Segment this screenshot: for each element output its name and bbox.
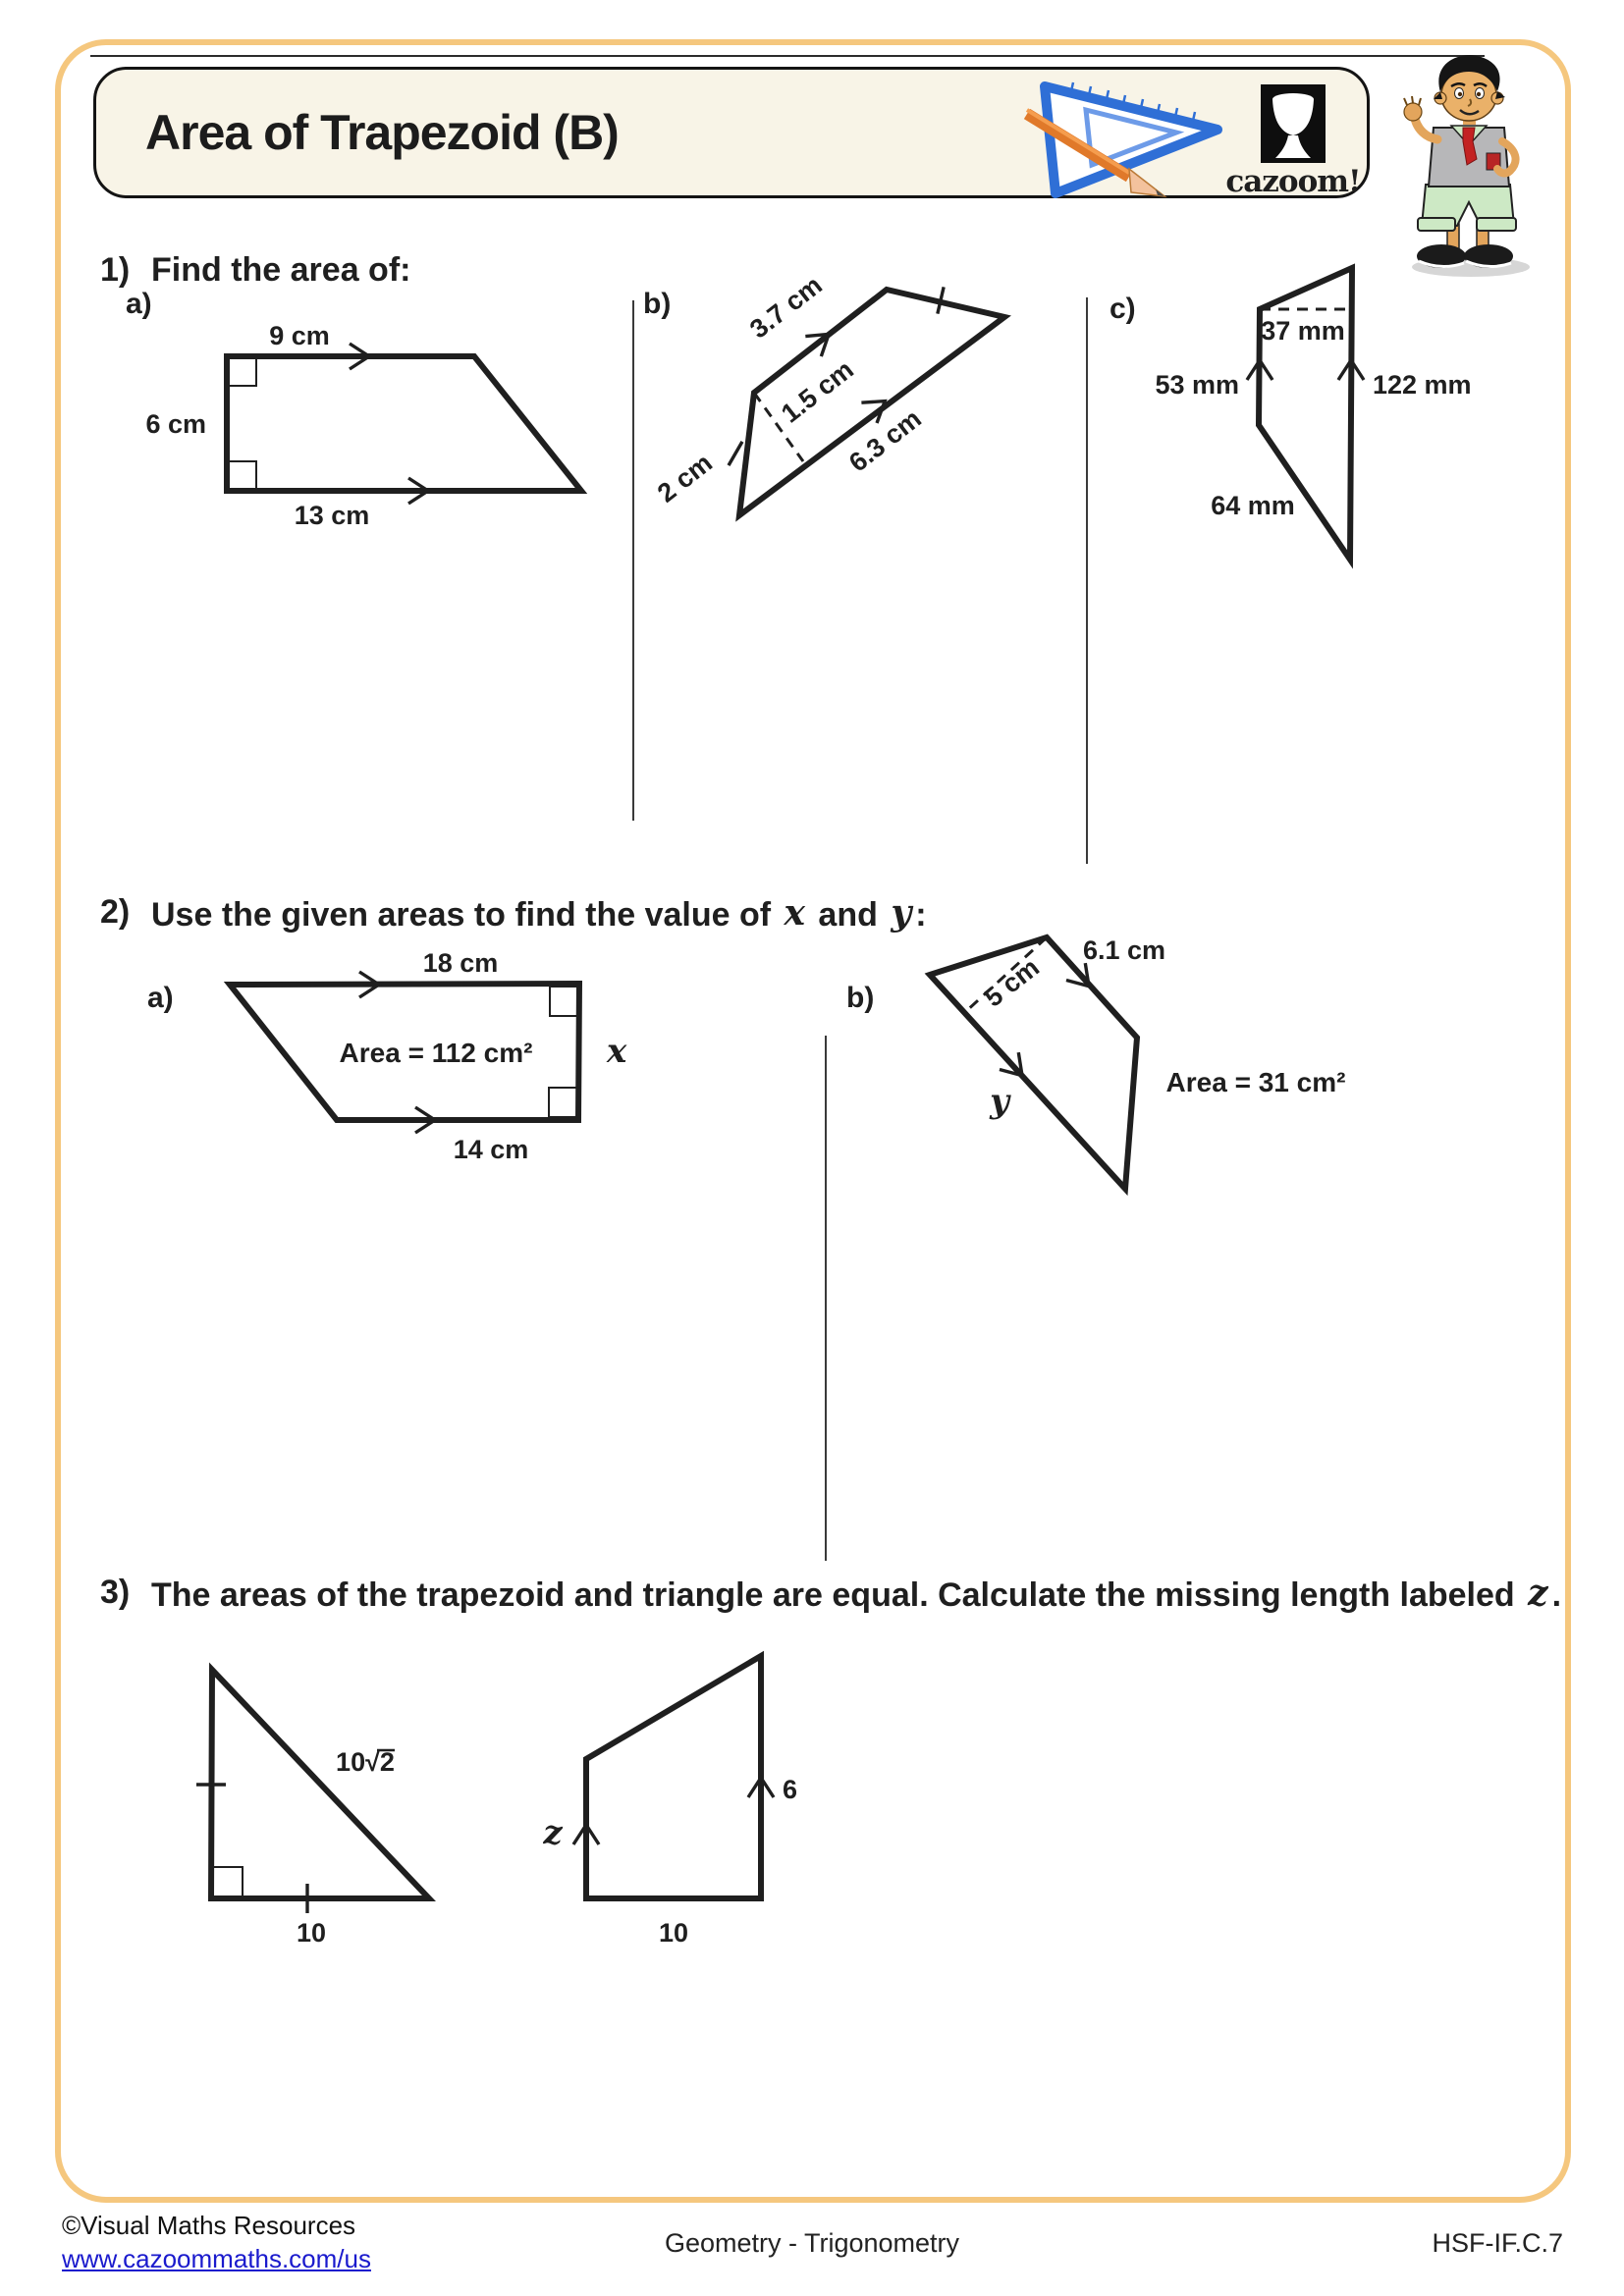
q2b-area-label: Area = 31 cm² xyxy=(1165,1067,1346,1097)
q2b-height-dim: 5 cm xyxy=(978,952,1045,1013)
q1a-bottom-dim: 13 cm xyxy=(294,501,370,530)
q1b-long-dim: 6.3 cm xyxy=(843,403,927,478)
q2b-label: b) xyxy=(846,982,875,1014)
q1b-top-dim: 3.7 cm xyxy=(744,270,828,345)
q3-number: 3) xyxy=(100,1574,131,1611)
q1-prompt: Find the area of: xyxy=(151,251,411,289)
brand-wordmark: cazoom! xyxy=(1225,164,1361,199)
footer-link[interactable]: www.cazoommaths.com/us xyxy=(62,2244,371,2273)
q1c-label: c) xyxy=(1110,293,1136,325)
q2a-top-dim: 18 cm xyxy=(422,948,499,978)
q1c-slant-dim: 64 mm xyxy=(1211,491,1295,520)
q2-number: 2) xyxy=(100,893,131,931)
q1-number: 1) xyxy=(100,251,131,289)
q1c-right-dim: 122 mm xyxy=(1373,370,1472,400)
q2-var-y: y xyxy=(891,892,912,934)
q2-heading xyxy=(100,893,927,934)
q2-prompt: Use the given areas to find the value of x and y : xyxy=(151,892,927,934)
q1a-left-dim: 6 cm xyxy=(145,409,206,439)
q2a-area-label: Area = 112 cm² xyxy=(339,1038,533,1068)
q2b-slant-dim: 6.1 cm xyxy=(1082,935,1166,965)
q3-prompt: The areas of the trapezoid and triangle are equal. Calculate the missing length labeled z . xyxy=(151,1573,1562,1614)
footer-copyright: ©Visual Maths Resources xyxy=(62,2211,356,2240)
q2a-unknown: x xyxy=(607,1032,627,1071)
q2-var-x: x xyxy=(784,892,805,934)
q2a-label: a) xyxy=(147,982,174,1014)
q1b-height-dim: 1.5 cm xyxy=(776,354,859,429)
q1b-label: b) xyxy=(643,288,672,320)
q3-heading xyxy=(100,1574,1561,1615)
footer-subject: Geometry - Trigonometry xyxy=(664,2228,960,2258)
q2a-bottom-dim: 14 cm xyxy=(453,1135,529,1164)
header xyxy=(93,67,1370,198)
q1a-top-dim: 9 cm xyxy=(269,321,330,350)
q3-hypotenuse-dim: 10√2 xyxy=(336,1747,395,1777)
q1b-short-dim: 2 cm xyxy=(651,448,718,508)
page-border xyxy=(55,39,1571,2203)
q3-left-unknown: z xyxy=(543,1813,563,1852)
q3-right-dim: 6 xyxy=(783,1775,798,1804)
q2b-unknown: y xyxy=(990,1082,1009,1121)
q1c-top-dim: 37 mm xyxy=(1261,316,1345,346)
q3-trapezoid-base-dim: 10 xyxy=(658,1918,689,1948)
q3-var-z: z xyxy=(1528,1573,1548,1614)
q1c-left-dim: 53 mm xyxy=(1155,370,1239,400)
q1-heading xyxy=(100,251,410,290)
q1a-label: a) xyxy=(126,288,152,320)
footer-standard-code: HSF-IF.C.7 xyxy=(1432,2228,1563,2258)
page-title: Area of Trapezoid (B) xyxy=(145,105,619,160)
q3-triangle-base-dim: 10 xyxy=(296,1918,327,1948)
